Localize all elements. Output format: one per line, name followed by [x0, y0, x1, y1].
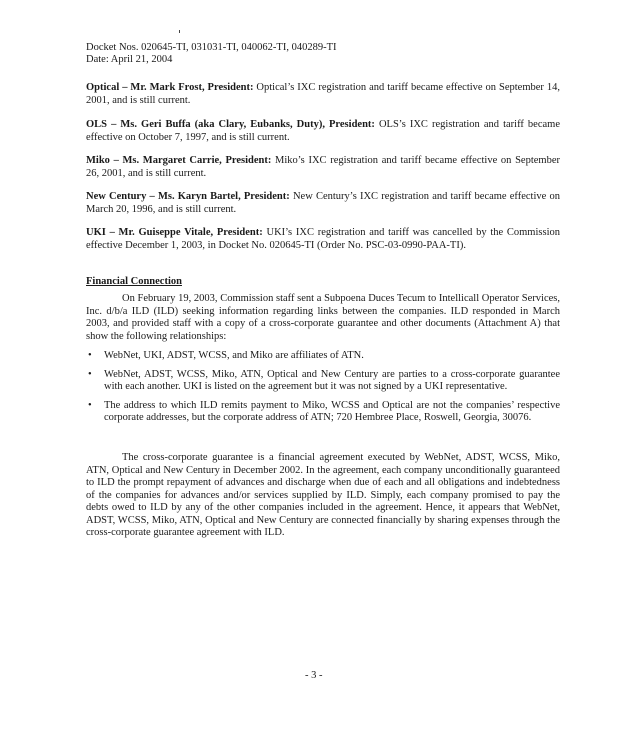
company-optical	[86, 82, 560, 107]
company-lead: OLS – Ms. Geri Buffa (aka Clary, Eubanks, Duty), President:	[86, 119, 375, 130]
section-heading: Financial Connection	[86, 276, 182, 287]
bullet-icon: •	[88, 368, 92, 380]
company-miko	[86, 155, 560, 180]
company-status: UKI’s IXC registration and tariff was cancelled by the Commission effective December 1, 2003, in Docket No. 020645-TI (Order No. PSC-03-0990-PAA-TI).	[86, 227, 560, 251]
docket-numbers: Docket Nos. 020645-TI, 031031-TI, 040062-TI, 040289-TI	[86, 42, 337, 53]
company-uki	[86, 227, 560, 252]
financial-intro-paragraph: On February 19, 2003, Commission staff sent a Subpoena Duces Tecum to Intellicall Operator Services, Inc. d/b/a ILD (ILD) seeking information regarding links between the companies. ILD responded in March 2003, and provided staff with a copy of a cross-corporate guarantee and other documents (Attachment A) that show the following relationships:	[86, 293, 560, 342]
list-item: • WebNet, UKI, ADST, WCSS, and Miko are affiliates of ATN.	[88, 350, 364, 361]
company-lead: UKI – Mr. Guiseppe Vitale, President:	[86, 227, 263, 238]
relationship-list	[86, 350, 560, 431]
list-item: • WebNet, ADST, WCSS, Miko, ATN, Optical and New Century are parties to a cross-corporate guarantee with each another. UKI is listed on the agreement but it was not signed by a UKI representative.	[88, 368, 560, 392]
company-lead: New Century – Ms. Karyn Bartel, President:	[86, 191, 290, 202]
company-lead: Miko – Ms. Margaret Carrie, President:	[86, 155, 272, 166]
company-status: New Century’s IXC registration and tariff became effective on March 20, 1996, and is still current.	[86, 191, 560, 215]
company-status: Optical’s IXC registration and tariff became effective on September 14, 2001, and is still current.	[86, 82, 560, 106]
company-new-century	[86, 191, 560, 216]
page-number: - 3 -	[305, 670, 323, 681]
company-status: OLS’s IXC registration and tariff became effective on October 7, 1997, and is still current.	[86, 119, 560, 143]
financial-closing-paragraph: The cross-corporate guarantee is a financial agreement executed by WebNet, ADST, WCSS, Miko, ATN, Optical and New Century in December 2002. In the agreement, each company unconditionally guaranteed to ILD the prompt repayment of advances and discharge when due of each and all obligations and indebtedness of the companies for advances and/or services supplied by ILD. Simply, each company promised to pay the debts owed to ILD by any of the other companies included in the agreement. Hence, it appears that WebNet, ADST, WCSS, Miko, ATN, Optical and New Century are connected financially by sharing expenses through the cross-corporate guarantee agreement with ILD.	[86, 452, 560, 538]
document-header	[86, 42, 337, 66]
bullet-icon: •	[88, 399, 92, 411]
company-ols	[86, 119, 560, 144]
document-date: Date: April 21, 2004	[86, 54, 173, 65]
scan-speck	[179, 30, 180, 33]
bullet-icon: •	[88, 350, 92, 361]
company-lead: Optical – Mr. Mark Frost, President:	[86, 82, 254, 93]
company-status: Miko’s IXC registration and tariff became effective on September 26, 2001, and is still current.	[86, 155, 560, 179]
list-item: • The address to which ILD remits payment to Miko, WCSS and Optical are not the companies’ respective corporate addresses, but the corporate address of ATN; 720 Hembree Place, Roswell, Georgia, 30076.	[88, 399, 560, 423]
